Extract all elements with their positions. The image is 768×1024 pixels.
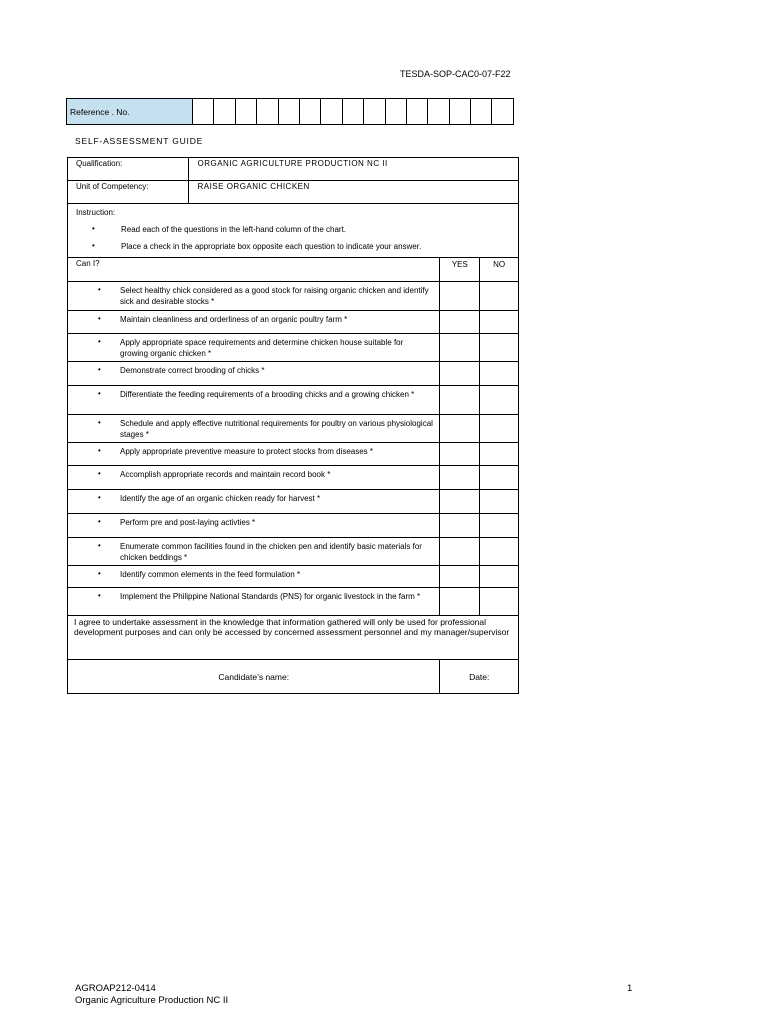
no-checkbox[interactable] [480, 588, 519, 616]
footer-qualification: Organic Agriculture Production NC II [75, 995, 229, 1006]
question-text: Differentiate the feeding requirements of a brooding chicks and a growing chicken * [120, 390, 415, 399]
yes-checkbox[interactable] [440, 466, 480, 490]
yes-checkbox[interactable] [440, 362, 480, 386]
no-checkbox[interactable] [480, 311, 519, 334]
yes-checkbox[interactable] [440, 514, 480, 538]
question-row [68, 386, 519, 415]
no-header: NO [480, 258, 519, 282]
header-row [68, 258, 519, 282]
yes-checkbox[interactable] [440, 311, 480, 334]
reference-box[interactable] [214, 99, 235, 125]
bullet-icon: • [98, 517, 101, 526]
reference-box[interactable] [299, 99, 320, 125]
agreement-text: I agree to undertake assessment in the knowledge that information gathered will only be used for professional development purposes and can only be accessed by concerned assessment personnel and my manager/supervisor [68, 616, 519, 660]
question-text: Demonstrate correct brooding of chicks * [120, 366, 265, 375]
question-text: Identify common elements in the feed formulation * [120, 570, 301, 579]
no-checkbox[interactable] [480, 362, 519, 386]
question-text: Apply appropriate space requirements and determine chicken house suitable for growing organic chicken * [120, 338, 404, 358]
no-checkbox[interactable] [480, 514, 519, 538]
no-checkbox[interactable] [480, 566, 519, 588]
question-text: Enumerate common facilities found in the chicken pen and identify basic materials for chicken beddings * [120, 542, 422, 562]
reference-box[interactable] [193, 99, 214, 125]
reference-box[interactable] [406, 99, 427, 125]
bullet-icon: • [98, 285, 101, 294]
yes-checkbox[interactable] [440, 282, 480, 311]
yes-checkbox[interactable] [440, 588, 480, 616]
instruction-text: Place a check in the appropriate box opposite each question to indicate your answer. [121, 242, 422, 251]
yes-checkbox[interactable] [440, 386, 480, 415]
question-row [68, 538, 519, 566]
instruction-label: Instruction: [76, 208, 116, 217]
footer-code: AGROAP212-0414 [75, 983, 156, 994]
bullet-icon: • [98, 493, 101, 502]
page-title: SELF-ASSESSMENT GUIDE [75, 136, 204, 146]
question-row [68, 588, 519, 616]
candidate-name-label: Candidate’s name: [218, 671, 290, 682]
instruction-item [76, 225, 518, 234]
question-row [68, 415, 519, 443]
instruction-row [68, 204, 519, 258]
yes-header: YES [440, 258, 480, 282]
yes-checkbox[interactable] [440, 443, 480, 466]
question-text: Apply appropriate preventive measure to protect stocks from diseases * [120, 447, 374, 456]
reference-box[interactable] [364, 99, 385, 125]
reference-box[interactable] [492, 99, 514, 125]
bullet-icon: • [98, 418, 101, 427]
yes-checkbox[interactable] [440, 566, 480, 588]
bullet-icon: • [98, 389, 101, 398]
question-text: Accomplish appropriate records and maintain record book * [120, 470, 331, 479]
question-row [68, 282, 519, 311]
bullet-icon: • [92, 241, 95, 250]
bullet-icon: • [98, 541, 101, 550]
qualification-label: Qualification: [68, 158, 189, 181]
signature-row [68, 660, 519, 694]
reference-box[interactable] [449, 99, 470, 125]
instruction-text: Read each of the questions in the left-hand column of the chart. [121, 225, 347, 234]
reference-box[interactable] [471, 99, 492, 125]
question-row [68, 490, 519, 514]
question-row [68, 311, 519, 334]
yes-checkbox[interactable] [440, 334, 480, 362]
question-row [68, 466, 519, 490]
qualification-row [68, 158, 519, 181]
question-row [68, 362, 519, 386]
reference-box[interactable] [278, 99, 299, 125]
question-text: Schedule and apply effective nutritional requirements for poultry on various physiological stages * [120, 419, 433, 439]
yes-checkbox[interactable] [440, 490, 480, 514]
no-checkbox[interactable] [480, 466, 519, 490]
date-label: Date: [469, 671, 490, 682]
reference-box[interactable] [257, 99, 278, 125]
question-text: Perform pre and post-laying activties * [120, 518, 256, 527]
no-checkbox[interactable] [480, 443, 519, 466]
reference-number-table [66, 98, 514, 125]
reference-box[interactable] [385, 99, 406, 125]
unit-label: Unit of Competency: [68, 181, 189, 204]
question-text: Select healthy chick considered as a good stock for raising organic chicken and identify sick and desirable stocks * [120, 286, 429, 306]
document-code: TESDA-SOP-CAC0-07-F22 [400, 69, 511, 79]
reference-box[interactable] [428, 99, 449, 125]
yes-checkbox[interactable] [440, 415, 480, 443]
bullet-icon: • [98, 569, 101, 578]
question-row [68, 443, 519, 466]
reference-label: Reference . No. [67, 99, 193, 125]
unit-value: RAISE ORGANIC CHICKEN [189, 181, 519, 204]
question-row [68, 566, 519, 588]
can-header: Can I? [68, 258, 440, 282]
assessment-table [67, 157, 519, 694]
question-row [68, 334, 519, 362]
no-checkbox[interactable] [480, 415, 519, 443]
agreement-row [68, 616, 519, 660]
reference-box[interactable] [321, 99, 342, 125]
unit-row [68, 181, 519, 204]
bullet-icon: • [98, 469, 101, 478]
bullet-icon: • [98, 446, 101, 455]
question-text: Maintain cleanliness and orderliness of an organic poultry farm * [120, 315, 348, 324]
bullet-icon: • [98, 365, 101, 374]
no-checkbox[interactable] [480, 386, 519, 415]
no-checkbox[interactable] [480, 334, 519, 362]
bullet-icon: • [98, 337, 101, 346]
qualification-value: ORGANIC AGRICULTURE PRODUCTION NC II [189, 158, 519, 181]
no-checkbox[interactable] [480, 282, 519, 311]
instruction-item [76, 242, 518, 251]
reference-box[interactable] [235, 99, 256, 125]
bullet-icon: • [98, 314, 101, 323]
no-checkbox[interactable] [480, 538, 519, 566]
bullet-icon: • [98, 591, 101, 600]
reference-box[interactable] [342, 99, 363, 125]
bullet-icon: • [92, 224, 95, 233]
question-text: Implement the Philippine National Standards (PNS) for organic livestock in the farm * [120, 592, 421, 601]
question-text: Identify the age of an organic chicken ready for harvest * [120, 494, 321, 503]
question-row [68, 514, 519, 538]
no-checkbox[interactable] [480, 490, 519, 514]
page-number: 1 [627, 983, 633, 994]
yes-checkbox[interactable] [440, 538, 480, 566]
